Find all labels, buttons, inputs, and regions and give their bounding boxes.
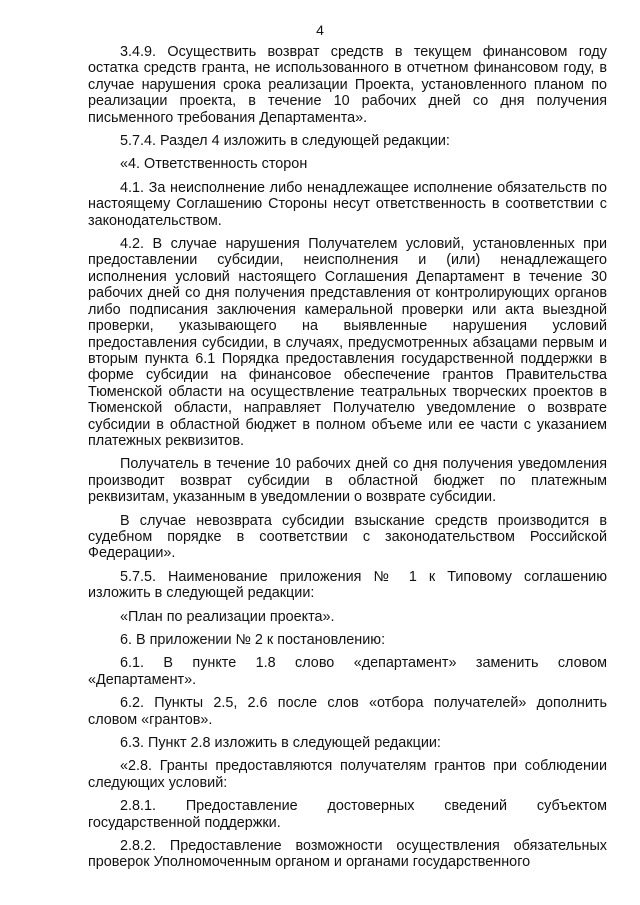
paragraph-6-3: 6.3. Пункт 2.8 изложить в следующей редакции:	[120, 735, 441, 752]
paragraph-recipient-return: Получатель в течение 10 рабочих дней со дня получения уведомления производит возврат субсидии в областной бюджет по платежным реквизитам, указанным в уведомлении о возврате субсидии.	[88, 456, 607, 506]
paragraph-6: 6. В приложении № 2 к постановлению:	[120, 632, 386, 648]
paragraph-2-8-1: 2.8.1. Предоставление достоверных сведений субъектом государственной поддержки.	[88, 798, 607, 831]
paragraph-2-8-2: 2.8.2. Предоставление возможности осуществления обязательных проверок Уполномоченным органом и органами государственного	[88, 838, 607, 871]
paragraph-plan-title: «План по реализации проекта».	[120, 608, 335, 625]
paragraph-5-7-4: 5.7.4. Раздел 4 изложить в следующей редакции:	[120, 133, 450, 150]
paragraph-6-1: 6.1. В пункте 1.8 слово «департамент» заменить словом «Департамент».	[88, 655, 607, 688]
paragraph-2-8: «2.8. Гранты предоставляются получателям грантов при соблюдении следующих условий:	[88, 758, 607, 791]
paragraph-5-7-5: 5.7.5. Наименование приложения № 1 к Типовому соглашению изложить в следующей редакции:	[88, 568, 607, 602]
paragraph-3-4-9: 3.4.9. Осуществить возврат средств в текущем финансовом году остатка средств гранта, не использованного в отчетном финансовом году, в случае нарушения срока реализации Проекта, установленного планом по реализации проекта, в течение 10 рабочих дней со дня получения письменного требования Департамента».	[88, 44, 607, 126]
page-number: 4	[316, 22, 324, 38]
document-body	[88, 44, 607, 877]
section-heading-responsibility: «4. Ответственность сторон	[120, 156, 308, 173]
paragraph-non-return: В случае невозврата субсидии взыскание средств производится в судебном порядке в соответствии с законодательством Российской Федерации».	[88, 512, 607, 562]
paragraph-4-2: 4.2. В случае нарушения Получателем условий, установленных при предоставлении субсидии, неисполнения и (или) ненадлежащего исполнения условий настоящего Соглашения Департамент в течение 30 рабочих дней со дня получения представления от контролирующих органов либо подписания заключения камеральной проверки или акта выездной проверки, указывающего на выявленные нарушения условий предоставления субсидии, в случаях, предусмотренных абзацами первым и вторым пункта 6.1 Порядка предоставления государственной поддержки в форме субсидии на финансовое обеспечение грантов Правительства Тюменской области на осуществление театральных творческих проектов в Тюменской области, направляет Получателю уведомление о возврате субсидии в областной бюджет в полном объеме или ее части с указанием платежных реквизитов.	[88, 236, 607, 449]
paragraph-4-1: 4.1. За неисполнение либо ненадлежащее исполнение обязательств по настоящему Соглашению Стороны несут ответственность в соответствии с законодательством.	[88, 179, 607, 229]
paragraph-6-2: 6.2. Пункты 2.5, 2.6 после слов «отбора получателей» дополнить словом «грантов».	[88, 695, 607, 728]
